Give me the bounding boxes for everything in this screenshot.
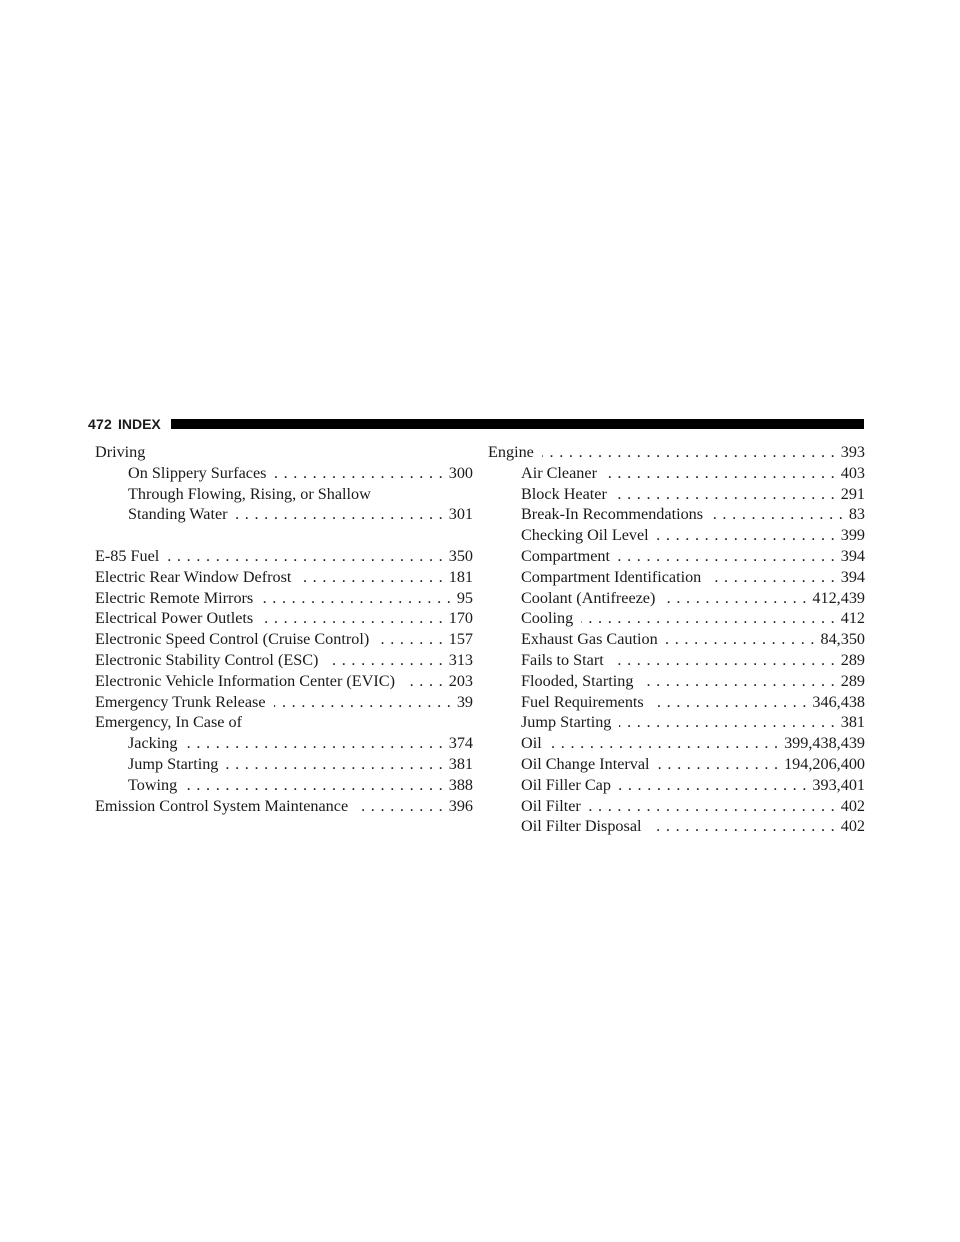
dot-leader: [612, 650, 835, 671]
index-entry-pages: 399,438,439: [784, 734, 865, 753]
header-rule: [171, 419, 864, 429]
index-entry-pages: 194,206,400: [784, 754, 865, 773]
index-entry-pages: 289: [840, 650, 865, 669]
index-entry-label: Emergency Trunk Release: [95, 692, 266, 711]
index-entry-pages: 393,401: [812, 775, 865, 794]
index-entry-pages: 84,350: [820, 630, 865, 649]
index-entry: [95, 754, 473, 775]
dot-leader: [589, 796, 835, 817]
index-entry-label: Electric Rear Window Defrost: [95, 567, 292, 586]
dot-leader: [274, 692, 451, 713]
index-entry-label: Flooded, Starting: [521, 671, 634, 690]
index-entry: [488, 442, 865, 463]
dot-leader: [581, 608, 835, 629]
index-column-right: [488, 442, 865, 837]
index-entry-pages: 388: [448, 775, 473, 794]
index-entry-label: On Slippery Surfaces: [128, 463, 267, 482]
dot-leader: [650, 816, 835, 837]
index-entry-label: Emission Control System Maintenance: [95, 796, 349, 815]
index-entry-label: Jacking: [128, 734, 178, 753]
index-entry: [488, 712, 865, 733]
dot-leader: [657, 525, 835, 546]
index-entry-label: Oil Filter: [521, 796, 581, 815]
index-entry: [488, 567, 865, 588]
index-entry-label: Air Cleaner: [521, 463, 597, 482]
index-entry-pages: 399: [840, 526, 865, 545]
index-entry-pages: 350: [448, 546, 473, 565]
dot-leader: [326, 650, 442, 671]
index-entry-label: Electrical Power Outlets: [95, 609, 254, 628]
index-entry: [488, 796, 865, 817]
index-entry-label: Electric Remote Mirrors: [95, 588, 254, 607]
index-entry-pages: 170: [448, 609, 473, 628]
index-heading: [95, 484, 473, 505]
index-entry-label: Electronic Stability Control (ESC): [95, 650, 319, 669]
dot-leader: [619, 775, 806, 796]
index-entry-pages: 181: [448, 567, 473, 586]
dot-leader: [550, 733, 778, 754]
index-entry: [95, 775, 473, 796]
index-entry: [488, 484, 865, 505]
index-entry-pages: 381: [448, 754, 473, 773]
index-entry: [488, 816, 865, 837]
index-entry-label: Block Heater: [521, 484, 607, 503]
index-entry-label: Compartment Identification: [521, 567, 702, 586]
index-entry-pages: 403: [840, 463, 865, 482]
dot-leader: [615, 484, 835, 505]
index-entry-pages: 301: [448, 505, 473, 524]
index-entry-pages: 157: [448, 630, 473, 649]
index-entry-label: Compartment: [521, 546, 611, 565]
index-entry: [488, 546, 865, 567]
index-entry-label: Engine: [488, 443, 534, 461]
section-title: INDEX: [117, 416, 161, 432]
index-entry-label: Standing Water: [128, 505, 228, 524]
index-entry-pages: 300: [448, 463, 473, 482]
dot-leader: [261, 588, 451, 609]
dot-leader: [666, 629, 815, 650]
dot-leader: [658, 754, 779, 775]
index-entry-label: Oil Filter Disposal: [521, 817, 642, 836]
index-entry-pages: 289: [840, 671, 865, 690]
index-entry: [95, 588, 473, 609]
dot-leader: [274, 463, 442, 484]
dot-leader: [356, 796, 443, 817]
index-entry-label: Break-In Recommendations: [521, 505, 704, 524]
index-entry: [95, 629, 473, 650]
index-entry-pages: 393: [840, 443, 865, 461]
index-heading: [95, 442, 473, 463]
index-entry: [95, 463, 473, 484]
index-entry-label: Electronic Vehicle Information Center (EVIC): [95, 671, 395, 690]
index-entry-label: Driving: [95, 443, 146, 461]
index-entry-label: Oil Change Interval: [521, 754, 650, 773]
index-entry-pages: 291: [840, 484, 865, 503]
index-entry-label: Jump Starting: [128, 754, 219, 773]
index-entry: [488, 775, 865, 796]
dot-leader: [236, 504, 443, 525]
index-entry: [488, 588, 865, 609]
index-entry: [95, 692, 473, 713]
index-entry-label: Jump Starting: [521, 713, 612, 732]
index-column-left: [95, 442, 473, 816]
index-entry-pages: 346,438: [812, 692, 865, 711]
dot-leader: [619, 712, 834, 733]
index-entry: [95, 504, 473, 525]
index-entry-pages: 95: [456, 588, 473, 607]
index-entry: [95, 650, 473, 671]
index-entry: [95, 796, 473, 817]
index-entry: [488, 629, 865, 650]
dot-leader: [709, 567, 834, 588]
index-entry-label: Oil: [521, 734, 542, 753]
index-entry-pages: 381: [840, 713, 865, 732]
index-entry-pages: 374: [448, 734, 473, 753]
page-number: 472: [88, 416, 112, 432]
dot-leader: [663, 588, 806, 609]
dot-leader: [226, 754, 442, 775]
index-entry: [488, 504, 865, 525]
dot-leader: [261, 608, 442, 629]
index-entry-pages: 396: [448, 796, 473, 815]
index-spacer: [95, 525, 473, 546]
index-entry-pages: 402: [840, 796, 865, 815]
dot-leader: [299, 567, 442, 588]
index-entry: [95, 546, 473, 567]
index-entry-label: Checking Oil Level: [521, 526, 649, 545]
index-entry-pages: 203: [448, 671, 473, 690]
dot-leader: [605, 463, 835, 484]
dot-leader: [711, 504, 843, 525]
index-entry-pages: 313: [448, 650, 473, 669]
index-entry-pages: 402: [840, 817, 865, 836]
dot-leader: [185, 733, 442, 754]
index-entry: [488, 650, 865, 671]
index-entry: [488, 733, 865, 754]
index-entry: [488, 671, 865, 692]
dot-leader: [641, 671, 834, 692]
dot-leader: [652, 692, 807, 713]
index-entry-pages: 394: [840, 546, 865, 565]
index-entry-label: E-85 Fuel: [95, 546, 160, 565]
index-entry: [95, 671, 473, 692]
index-entry-pages: 39: [456, 692, 473, 711]
index-entry: [95, 567, 473, 588]
index-entry-label: Cooling: [521, 609, 574, 628]
index-entry-pages: 83: [848, 505, 865, 524]
dot-leader: [377, 629, 442, 650]
dot-leader: [403, 671, 443, 692]
page-header: [88, 414, 864, 434]
index-entry-pages: 394: [840, 567, 865, 586]
index-entry-pages: 412,439: [812, 588, 865, 607]
dot-leader: [618, 546, 835, 567]
index-entry: [488, 608, 865, 629]
index-entry-label: Exhaust Gas Caution: [521, 630, 658, 649]
index-entry: [488, 525, 865, 546]
dot-leader: [185, 775, 442, 796]
index-entry: [488, 463, 865, 484]
index-heading: [95, 712, 473, 733]
index-entry-label: Towing: [128, 775, 178, 794]
index-entry-label: Through Flowing, Rising, or Shallow: [128, 484, 371, 503]
index-entry: [95, 733, 473, 754]
index-entry-pages: 412: [840, 609, 865, 628]
index-entry: [95, 608, 473, 629]
dot-leader: [167, 546, 442, 567]
index-entry-label: Fails to Start: [521, 650, 604, 669]
index-entry: [488, 692, 865, 713]
index-entry-label: Coolant (Antifreeze): [521, 588, 656, 607]
index-entry-label: Oil Filler Cap: [521, 775, 611, 794]
index-entry-label: Fuel Requirements: [521, 692, 644, 711]
index-entry-label: Emergency, In Case of: [95, 713, 242, 732]
index-entry: [488, 754, 865, 775]
index-entry-label: Electronic Speed Control (Cruise Control): [95, 630, 370, 649]
dot-leader: [542, 442, 835, 463]
